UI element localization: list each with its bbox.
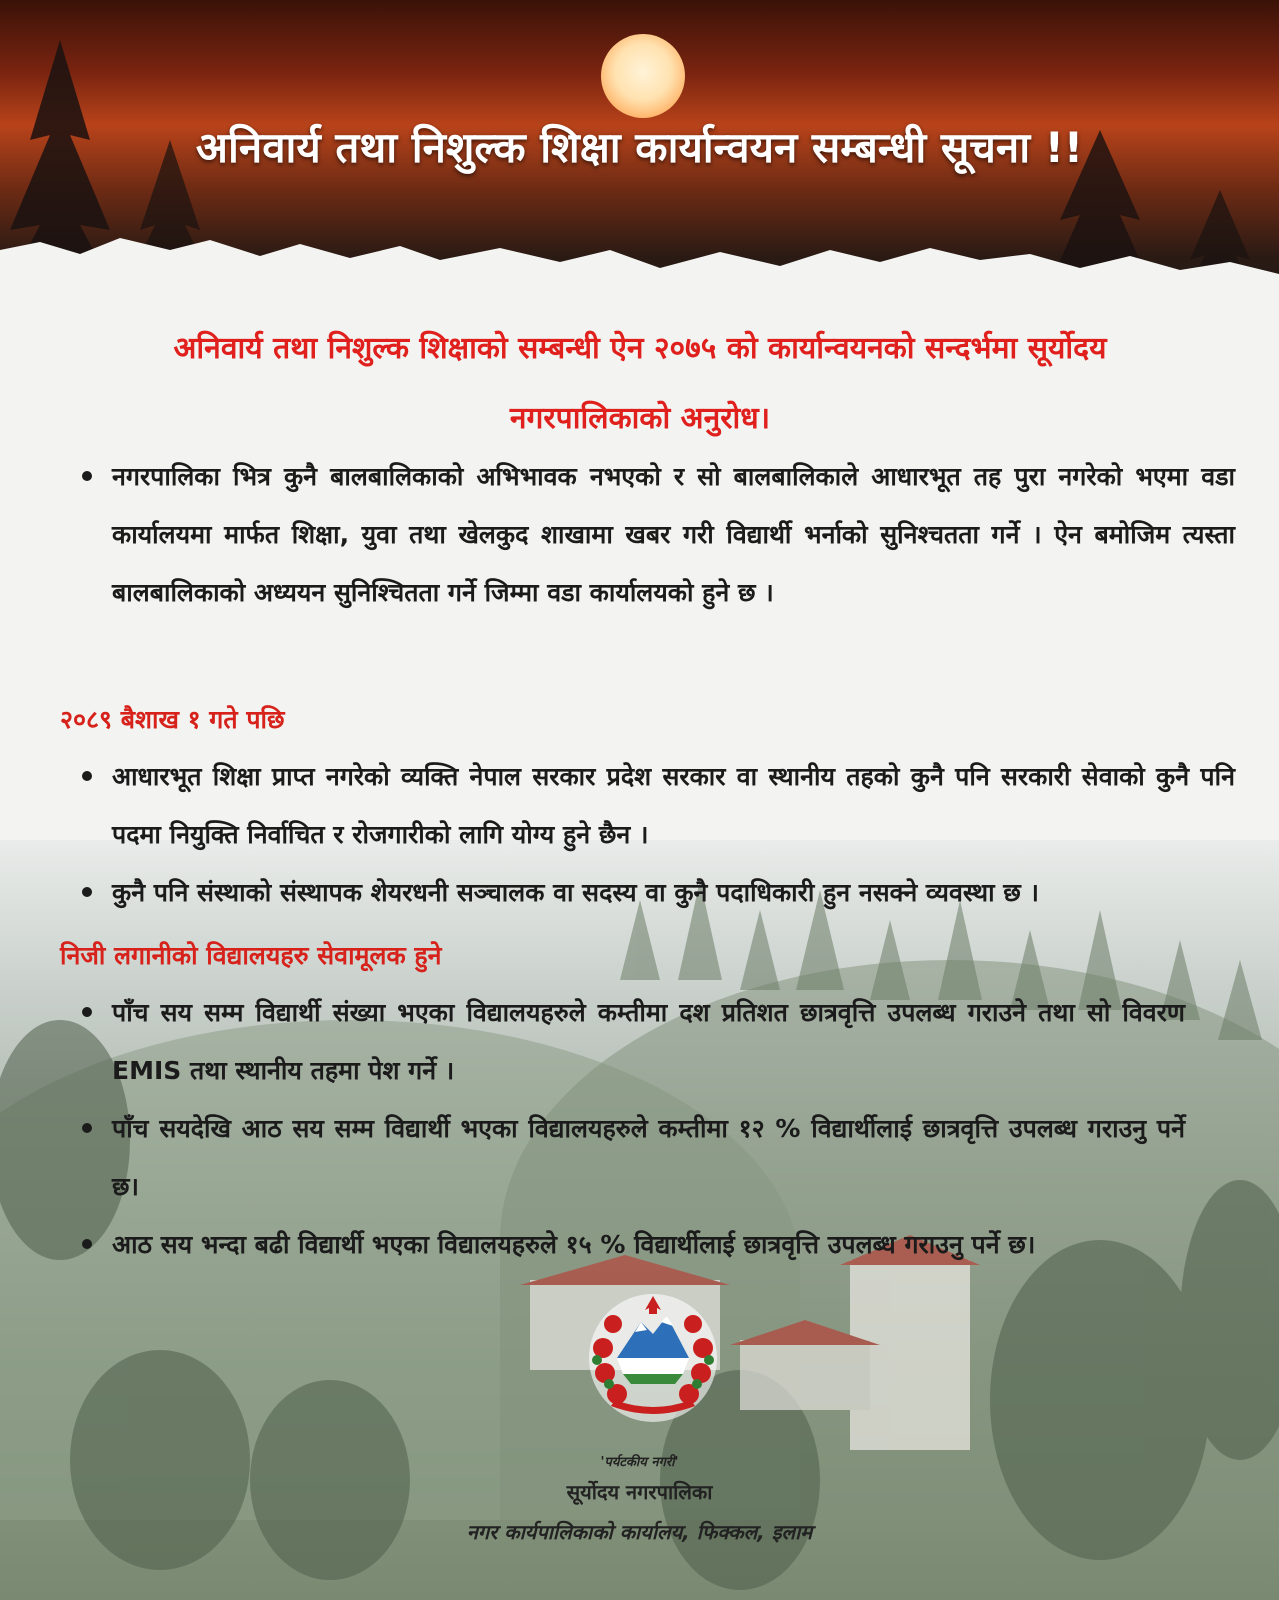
list-item: आधारभूत शिक्षा प्राप्त नगरेको व्यक्ति नेपाल सरकार प्रदेश सरकार वा स्थानीय तहको कुनै पनि सरकारी सेवाको कुनै पनि पदमा नियुक्ति निर्वाचित र रोजगारीको लागि योग्य हुने छैन । [80, 748, 1235, 864]
intro-bullet-list [80, 448, 1235, 622]
list-item: पाँच सयदेखि आठ सय सम्म विद्यार्थी भएका विद्यालयहरुले कम्तीमा १२ % विद्यार्थीलाई छात्रवृत्ति उपलब्ध गराउनु पर्ने छ। [80, 1100, 1185, 1216]
list-item: कुनै पनि संस्थाको संस्थापक शेयरधनी सञ्चालक वा सदस्य वा कुनै पदाधिकारी हुन नसक्ने व्यवस्था छ । [80, 864, 1235, 922]
office-address: नगर कार्यपालिकाको कार्यालय, फिक्कल, इलाम [466, 1520, 813, 1544]
municipality-name: सूर्योदय नगरपालिका [566, 1480, 713, 1504]
section-heading-private-schools: निजी लगानीको विद्यालयहरु सेवामूलक हुने [60, 941, 442, 970]
list-item: पाँच सय सम्म विद्यार्थी संख्या भएका विद्यालयहरुले कम्तीमा दश प्रतिशत छात्रवृत्ति उपलब्ध गराउने तथा सो विवरण EMIS तथा स्थानीय तहमा पेश गर्ने । [80, 984, 1185, 1100]
nepal-emblem-icon [583, 1288, 723, 1428]
footer-tagline: 'पर्यटकीय नगरी' [600, 1455, 679, 1470]
subtitle-line-2: नगरपालिकाको अनुरोध। [509, 401, 771, 436]
page-title: अनिवार्य तथा निशुल्क शिक्षा कार्यान्वयन सम्बन्धी सूचना !! [195, 123, 1084, 172]
notice-subtitle [60, 314, 1220, 454]
list-item: आठ सय भन्दा बढी विद्यार्थी भएका विद्यालयहरुले १५ % विद्यार्थीलाई छात्रवृत्ति उपलब्ध गराउनु पर्ने छ। [80, 1216, 1252, 1274]
section-heading-2089: २०८९ बैशाख १ गते पछि [60, 705, 285, 734]
section-2089-bullet-list [80, 748, 1235, 922]
subtitle-line-1: अनिवार्य तथा निशुल्क शिक्षाको सम्बन्धी ऐन २०७५ को कार्यान्वयनको सन्दर्भमा सूर्योदय [173, 331, 1107, 366]
private-schools-bullet-list [80, 984, 1185, 1274]
list-item: नगरपालिका भित्र कुनै बालबालिकाको अभिभावक नभएको र सो बालबालिकाले आधारभूत तह पुरा नगरेको भएमा वडा कार्यालयमा मार्फत शिक्षा, युवा तथा खेलकुद शाखामा खबर गरी विद्यार्थी भर्नाको सुनिश्चतता गर्ने । ऐन बमोजिम त्यस्ता बालबालिकाको अध्ययन सुनिश्चितता गर्ने जिम्मा वडा कार्यालयको हुने छ । [80, 448, 1235, 622]
